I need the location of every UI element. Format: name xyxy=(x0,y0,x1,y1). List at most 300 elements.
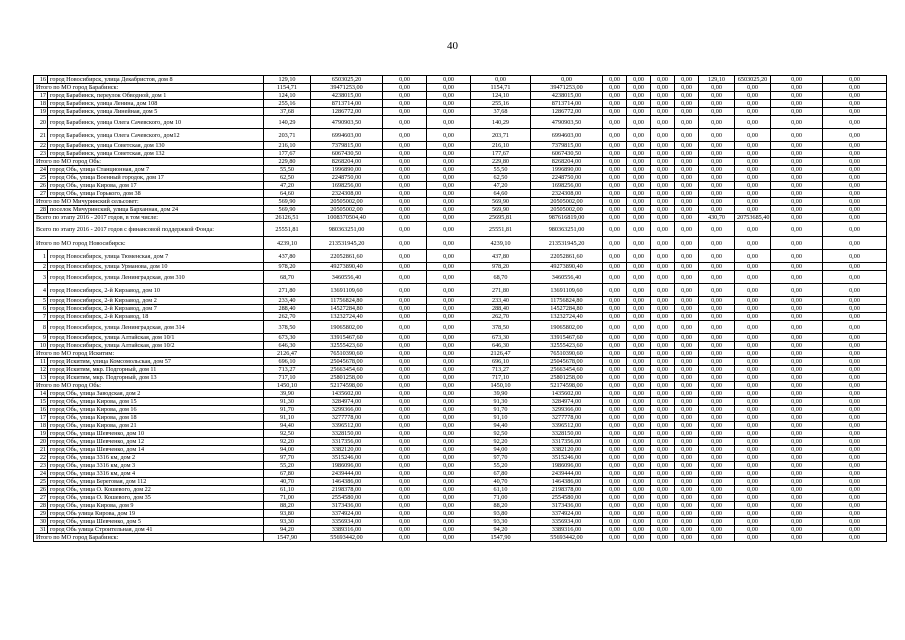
row-number-cell: 20 xyxy=(34,116,48,129)
address-cell: город Обь, улица Военный городок, дом 17 xyxy=(48,174,264,182)
value-cell: 0,00 xyxy=(383,430,427,438)
value-cell: 0,00 xyxy=(603,237,627,250)
value-cell: 0,00 xyxy=(651,129,675,142)
value-cell: 0,00 xyxy=(823,486,887,494)
value-cell: 0,00 xyxy=(699,116,735,129)
address-cell: город Обь, улица Береговая, дом 112 xyxy=(48,478,264,486)
value-cell: 1464386,00 xyxy=(531,478,603,486)
value-cell: 0,00 xyxy=(675,150,699,158)
value-cell: 0,00 xyxy=(427,406,471,414)
value-cell: 0,00 xyxy=(427,214,471,222)
value-cell: 0,00 xyxy=(603,190,627,198)
row-number-cell: 17 xyxy=(34,414,48,422)
value-cell: 0,00 xyxy=(735,190,771,198)
value-cell: 94,00 xyxy=(264,446,311,454)
value-cell: 7379815,00 xyxy=(311,142,383,150)
value-cell: 0,00 xyxy=(627,486,651,494)
value-cell: 0,00 xyxy=(823,518,887,526)
total-label-cell: Итого по МО город Обь: xyxy=(34,382,264,390)
value-cell: 0,00 xyxy=(823,430,887,438)
value-cell: 0,00 xyxy=(823,129,887,142)
address-cell: город Барабинск, улица Линейная, дом 5 xyxy=(48,108,264,116)
value-cell: 0,00 xyxy=(735,342,771,350)
value-cell: 0,00 xyxy=(383,129,427,142)
value-cell: 0,00 xyxy=(603,406,627,414)
value-cell: 0,00 xyxy=(771,158,823,166)
value-cell: 0,00 xyxy=(627,263,651,271)
value-cell: 0,00 xyxy=(735,166,771,174)
value-cell: 129,10 xyxy=(699,76,735,84)
value-cell: 0,00 xyxy=(627,350,651,358)
value-cell: 229,80 xyxy=(264,158,311,166)
value-cell: 0,00 xyxy=(603,198,627,206)
value-cell: 0,00 xyxy=(771,198,823,206)
address-cell: город Обь, улица 3316 км, дом 3 xyxy=(48,462,264,470)
value-cell: 0,00 xyxy=(823,398,887,406)
value-cell: 3277778,00 xyxy=(531,414,603,422)
value-cell: 0,00 xyxy=(627,129,651,142)
value-cell: 0,00 xyxy=(771,76,823,84)
total-label-cell: Итого по МО город Искитим: xyxy=(34,350,264,358)
value-cell: 696,10 xyxy=(264,358,311,366)
value-cell: 0,00 xyxy=(627,214,651,222)
value-cell: 673,30 xyxy=(471,334,531,342)
value-cell: 978,20 xyxy=(264,263,311,271)
value-cell: 0,00 xyxy=(699,206,735,214)
value-cell: 0,00 xyxy=(627,84,651,92)
value-cell: 8713714,00 xyxy=(531,100,603,108)
value-cell: 978,20 xyxy=(471,263,531,271)
value-cell: 0,00 xyxy=(675,334,699,342)
value-cell: 0,00 xyxy=(627,297,651,305)
value-cell: 0,00 xyxy=(603,76,627,84)
value-cell: 0,00 xyxy=(627,116,651,129)
value-cell: 94,20 xyxy=(264,526,311,534)
value-cell: 0,00 xyxy=(675,182,699,190)
value-cell: 177,67 xyxy=(264,150,311,158)
value-cell: 229,80 xyxy=(471,158,531,166)
row-number-cell: 7 xyxy=(34,313,48,321)
value-cell: 0,00 xyxy=(675,454,699,462)
table-row xyxy=(34,250,887,263)
value-cell: 0,00 xyxy=(627,414,651,422)
value-cell: 0,00 xyxy=(427,150,471,158)
value-cell: 0,00 xyxy=(771,166,823,174)
value-cell: 378,50 xyxy=(264,321,311,334)
row-number-cell: 28 xyxy=(34,502,48,510)
value-cell: 271,80 xyxy=(264,284,311,297)
value-cell: 0,00 xyxy=(651,478,675,486)
value-cell: 0,00 xyxy=(823,510,887,518)
row-number-cell: 22 xyxy=(34,454,48,462)
address-cell: город Новосибирск, улица Ленинградская, дом 314 xyxy=(48,321,264,334)
value-cell: 0,00 xyxy=(699,502,735,510)
value-cell: 129,10 xyxy=(264,76,311,84)
value-cell: 4790903,50 xyxy=(531,116,603,129)
table-row xyxy=(34,297,887,305)
value-cell: 0,00 xyxy=(771,486,823,494)
value-cell: 0,00 xyxy=(771,438,823,446)
value-cell: 0,00 xyxy=(383,222,427,237)
value-cell: 0,00 xyxy=(735,494,771,502)
value-cell: 203,71 xyxy=(264,129,311,142)
value-cell: 0,00 xyxy=(823,526,887,534)
value-cell: 177,67 xyxy=(471,150,531,158)
value-cell: 0,00 xyxy=(383,486,427,494)
value-cell: 3382120,00 xyxy=(311,446,383,454)
value-cell: 0,00 xyxy=(699,222,735,237)
address-cell: город Новосибирск, улица Ленинградская, дом 310 xyxy=(48,271,264,284)
value-cell: 0,00 xyxy=(427,84,471,92)
value-cell: 1154,71 xyxy=(264,84,311,92)
value-cell: 0,00 xyxy=(699,284,735,297)
value-cell: 0,00 xyxy=(627,494,651,502)
value-cell: 0,00 xyxy=(651,446,675,454)
value-cell: 0,00 xyxy=(603,214,627,222)
value-cell: 0,00 xyxy=(771,174,823,182)
row-number-cell: 23 xyxy=(34,150,48,158)
value-cell: 2554580,00 xyxy=(531,494,603,502)
row-number-cell: 14 xyxy=(34,390,48,398)
value-cell: 0,00 xyxy=(823,284,887,297)
value-cell: 0,00 xyxy=(427,190,471,198)
value-cell: 0,00 xyxy=(675,108,699,116)
value-cell: 0,00 xyxy=(699,446,735,454)
value-cell: 0,00 xyxy=(651,350,675,358)
value-cell: 13691109,60 xyxy=(311,284,383,297)
value-cell: 0,00 xyxy=(427,510,471,518)
row-number-cell: 10 xyxy=(34,342,48,350)
value-cell: 33915467,60 xyxy=(311,334,383,342)
value-cell: 0,00 xyxy=(823,414,887,422)
value-cell: 0,00 xyxy=(627,406,651,414)
value-cell: 0,00 xyxy=(627,526,651,534)
value-cell: 0,00 xyxy=(427,297,471,305)
value-cell: 0,00 xyxy=(735,526,771,534)
value-cell: 0,00 xyxy=(699,454,735,462)
total-label-cell: Итого по МО город Барабинск: xyxy=(34,534,264,542)
value-cell: 0,00 xyxy=(651,534,675,542)
value-cell: 92,20 xyxy=(471,438,531,446)
value-cell: 0,00 xyxy=(735,92,771,100)
value-cell: 94,00 xyxy=(471,446,531,454)
row-number-cell: 31 xyxy=(34,526,48,534)
value-cell: 0,00 xyxy=(675,129,699,142)
value-cell: 0,00 xyxy=(823,313,887,321)
value-cell: 0,00 xyxy=(651,486,675,494)
value-cell: 3284974,00 xyxy=(311,398,383,406)
value-cell: 0,00 xyxy=(383,438,427,446)
address-cell: город Барабинск, улица Ленина, дом 108 xyxy=(48,100,264,108)
value-cell: 0,00 xyxy=(735,422,771,430)
value-cell: 0,00 xyxy=(771,334,823,342)
value-cell: 0,00 xyxy=(383,284,427,297)
value-cell: 0,00 xyxy=(823,84,887,92)
table-row xyxy=(34,263,887,271)
value-cell: 0,00 xyxy=(735,534,771,542)
value-cell: 0,00 xyxy=(603,494,627,502)
value-cell: 0,00 xyxy=(675,250,699,263)
value-cell: 25663454,60 xyxy=(531,366,603,374)
value-cell: 0,00 xyxy=(699,166,735,174)
value-cell: 0,00 xyxy=(603,478,627,486)
value-cell: 3389316,00 xyxy=(311,526,383,534)
value-cell: 980363251,00 xyxy=(531,222,603,237)
value-cell: 0,00 xyxy=(651,198,675,206)
value-cell: 93,80 xyxy=(264,510,311,518)
value-cell: 0,00 xyxy=(675,297,699,305)
value-cell: 0,00 xyxy=(603,486,627,494)
value-cell: 0,00 xyxy=(823,366,887,374)
value-cell: 0,00 xyxy=(427,390,471,398)
value-cell: 0,00 xyxy=(675,237,699,250)
value-cell: 0,00 xyxy=(823,422,887,430)
value-cell: 0,00 xyxy=(383,271,427,284)
value-cell: 0,00 xyxy=(427,313,471,321)
value-cell: 378,50 xyxy=(471,321,531,334)
row-number-cell: 16 xyxy=(34,406,48,414)
table-row xyxy=(34,100,887,108)
value-cell: 0,00 xyxy=(675,358,699,366)
value-cell: 0,00 xyxy=(383,366,427,374)
value-cell: 0,00 xyxy=(735,478,771,486)
value-cell: 0,00 xyxy=(627,237,651,250)
value-cell: 32555423,60 xyxy=(311,342,383,350)
value-cell: 0,00 xyxy=(699,271,735,284)
value-cell: 1286772,00 xyxy=(311,108,383,116)
value-cell: 0,00 xyxy=(651,84,675,92)
value-cell: 0,00 xyxy=(675,446,699,454)
value-cell: 0,00 xyxy=(699,510,735,518)
value-cell: 696,10 xyxy=(471,358,531,366)
table-row xyxy=(34,470,887,478)
value-cell: 0,00 xyxy=(627,222,651,237)
value-cell: 0,00 xyxy=(771,502,823,510)
value-cell: 0,00 xyxy=(675,198,699,206)
value-cell: 0,00 xyxy=(651,108,675,116)
value-cell: 55693442,00 xyxy=(311,534,383,542)
value-cell: 0,00 xyxy=(771,271,823,284)
value-cell: 0,00 xyxy=(823,222,887,237)
value-cell: 0,00 xyxy=(771,406,823,414)
value-cell: 2324308,00 xyxy=(531,190,603,198)
address-cell: город Обь, улица Заводская, дом 2 xyxy=(48,390,264,398)
value-cell: 0,00 xyxy=(771,150,823,158)
address-cell: город Новосибирск, 2-й Кирзавод, 18 xyxy=(48,313,264,321)
value-cell: 0,00 xyxy=(651,263,675,271)
value-cell: 0,00 xyxy=(627,342,651,350)
value-cell: 0,00 xyxy=(823,382,887,390)
value-cell: 0,00 xyxy=(735,358,771,366)
value-cell: 39471253,00 xyxy=(531,84,603,92)
value-cell: 0,00 xyxy=(383,398,427,406)
value-cell: 67,80 xyxy=(264,470,311,478)
value-cell: 0,00 xyxy=(651,174,675,182)
value-cell: 213531945,20 xyxy=(531,237,603,250)
value-cell: 0,00 xyxy=(699,414,735,422)
row-number-cell: 18 xyxy=(34,422,48,430)
value-cell: 0,00 xyxy=(675,422,699,430)
value-cell: 3356934,00 xyxy=(311,518,383,526)
value-cell: 0,00 xyxy=(771,350,823,358)
table-row xyxy=(34,182,887,190)
value-cell: 0,00 xyxy=(651,116,675,129)
value-cell: 20505002,00 xyxy=(531,206,603,214)
value-cell: 3460556,40 xyxy=(531,271,603,284)
value-cell: 0,00 xyxy=(675,166,699,174)
value-cell: 569,90 xyxy=(471,198,531,206)
value-cell: 55693442,00 xyxy=(531,534,603,542)
value-cell: 0,00 xyxy=(603,263,627,271)
value-cell: 0,00 xyxy=(771,470,823,478)
value-cell: 0,00 xyxy=(383,502,427,510)
row-number-cell: 13 xyxy=(34,374,48,382)
value-cell: 0,00 xyxy=(651,305,675,313)
value-cell: 0,00 xyxy=(699,398,735,406)
value-cell: 0,00 xyxy=(699,438,735,446)
value-cell: 19065802,00 xyxy=(531,321,603,334)
data-table xyxy=(33,75,887,542)
value-cell: 0,00 xyxy=(627,284,651,297)
value-cell: 1286772,00 xyxy=(531,108,603,116)
value-cell: 0,00 xyxy=(823,358,887,366)
value-cell: 980363251,00 xyxy=(311,222,383,237)
value-cell: 569,90 xyxy=(471,206,531,214)
value-cell: 0,00 xyxy=(651,502,675,510)
table-row xyxy=(34,510,887,518)
value-cell: 0,00 xyxy=(771,526,823,534)
value-cell: 216,10 xyxy=(264,142,311,150)
value-cell: 0,00 xyxy=(383,150,427,158)
value-cell: 0,00 xyxy=(383,198,427,206)
value-cell: 0,00 xyxy=(675,414,699,422)
value-cell: 67,80 xyxy=(471,470,531,478)
value-cell: 0,00 xyxy=(735,158,771,166)
value-cell: 0,00 xyxy=(383,422,427,430)
row-number-cell: 29 xyxy=(34,510,48,518)
address-cell: город Обь, улица Кирова, дом 17 xyxy=(48,182,264,190)
total-row xyxy=(34,222,887,237)
value-cell: 0,00 xyxy=(651,321,675,334)
value-cell: 0,00 xyxy=(627,510,651,518)
value-cell: 0,00 xyxy=(675,430,699,438)
value-cell: 37,68 xyxy=(264,108,311,116)
table-row xyxy=(34,430,887,438)
value-cell: 0,00 xyxy=(675,142,699,150)
value-cell: 0,00 xyxy=(651,390,675,398)
value-cell: 0,00 xyxy=(675,366,699,374)
value-cell: 0,00 xyxy=(651,190,675,198)
value-cell: 0,00 xyxy=(675,214,699,222)
value-cell: 4238015,00 xyxy=(531,92,603,100)
value-cell: 6503025,20 xyxy=(311,76,383,84)
value-cell: 92,20 xyxy=(264,438,311,446)
value-cell: 0,00 xyxy=(383,358,427,366)
value-cell: 0,00 xyxy=(427,414,471,422)
total-row xyxy=(34,158,887,166)
value-cell: 0,00 xyxy=(651,494,675,502)
value-cell: 0,00 xyxy=(675,470,699,478)
value-cell: 0,00 xyxy=(427,250,471,263)
value-cell: 0,00 xyxy=(735,470,771,478)
value-cell: 713,27 xyxy=(264,366,311,374)
row-number-cell: 16 xyxy=(34,76,48,84)
value-cell: 0,00 xyxy=(427,271,471,284)
value-cell: 0,00 xyxy=(771,462,823,470)
value-cell: 22052861,60 xyxy=(531,250,603,263)
value-cell: 673,30 xyxy=(264,334,311,342)
table-row xyxy=(34,478,887,486)
value-cell: 64,60 xyxy=(471,190,531,198)
value-cell: 0,00 xyxy=(771,398,823,406)
value-cell: 0,00 xyxy=(603,334,627,342)
value-cell: 0,00 xyxy=(427,454,471,462)
value-cell: 20505002,00 xyxy=(311,198,383,206)
value-cell: 0,00 xyxy=(699,321,735,334)
total-label-cell: Итого по МО город Новосибирск: xyxy=(34,237,264,250)
total-label-cell: Всего по этапу 2016 - 2017 годов, в том числе: xyxy=(34,214,264,222)
value-cell: 7379815,00 xyxy=(531,142,603,150)
value-cell: 0,00 xyxy=(823,494,887,502)
value-cell: 0,00 xyxy=(771,518,823,526)
value-cell: 0,00 xyxy=(603,462,627,470)
value-cell: 0,00 xyxy=(603,250,627,263)
total-row xyxy=(34,350,887,358)
row-number-cell: 27 xyxy=(34,494,48,502)
total-row xyxy=(34,534,887,542)
value-cell: 0,00 xyxy=(603,470,627,478)
value-cell: 0,00 xyxy=(627,422,651,430)
value-cell: 0,00 xyxy=(771,182,823,190)
value-cell: 55,50 xyxy=(471,166,531,174)
value-cell: 0,00 xyxy=(699,313,735,321)
value-cell: 0,00 xyxy=(427,263,471,271)
value-cell: 62,50 xyxy=(471,174,531,182)
value-cell: 13232724,40 xyxy=(311,313,383,321)
value-cell: 0,00 xyxy=(771,100,823,108)
value-cell: 0,00 xyxy=(383,84,427,92)
value-cell: 271,80 xyxy=(471,284,531,297)
value-cell: 32555423,60 xyxy=(531,342,603,350)
row-number-cell: 2 xyxy=(34,263,48,271)
value-cell: 0,00 xyxy=(675,284,699,297)
value-cell: 0,00 xyxy=(823,350,887,358)
value-cell: 0,00 xyxy=(627,100,651,108)
value-cell: 0,00 xyxy=(735,414,771,422)
value-cell: 0,00 xyxy=(383,108,427,116)
value-cell: 0,00 xyxy=(427,342,471,350)
value-cell: 0,00 xyxy=(383,182,427,190)
table-row xyxy=(34,494,887,502)
value-cell: 0,00 xyxy=(771,510,823,518)
value-cell: 0,00 xyxy=(427,534,471,542)
row-number-cell: 21 xyxy=(34,446,48,454)
value-cell: 0,00 xyxy=(735,334,771,342)
address-cell: город Новосибирск, улица Алтайская, дом 10/1 xyxy=(48,334,264,342)
address-cell: город Обь, улица Станционная, дом 7 xyxy=(48,166,264,174)
value-cell: 0,00 xyxy=(675,494,699,502)
value-cell: 0,00 xyxy=(627,250,651,263)
value-cell: 0,00 xyxy=(699,108,735,116)
value-cell: 0,00 xyxy=(771,222,823,237)
value-cell: 0,00 xyxy=(823,297,887,305)
row-number-cell: 30 xyxy=(34,518,48,526)
value-cell: 0,00 xyxy=(651,382,675,390)
value-cell: 0,00 xyxy=(675,478,699,486)
value-cell: 0,00 xyxy=(651,526,675,534)
table-row xyxy=(34,358,887,366)
total-row xyxy=(34,382,887,390)
